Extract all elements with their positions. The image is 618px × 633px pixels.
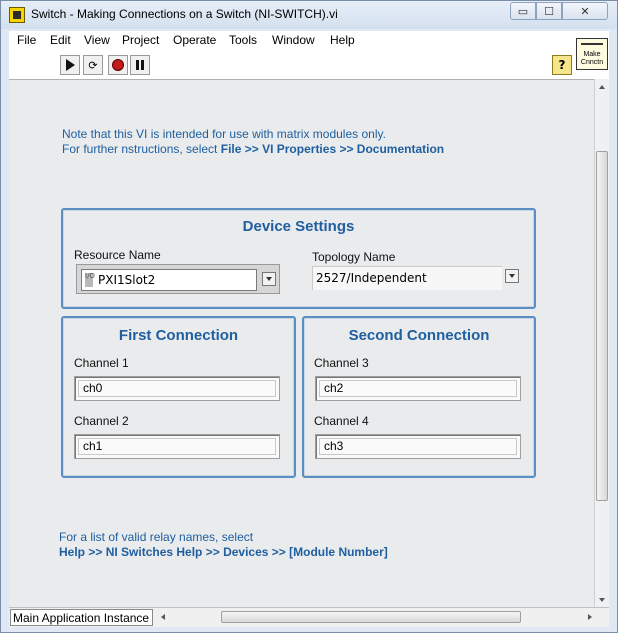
close-button[interactable] [562, 2, 608, 20]
io-name-icon: I/O [85, 273, 93, 287]
minimize-icon: ▭ [517, 4, 529, 18]
matrix-note-line1: Note that this VI is intended for use with matrix modules only. [62, 127, 386, 141]
menu-file[interactable]: File [17, 33, 37, 47]
context-help-button[interactable]: ? [552, 55, 572, 75]
matrix-note-prefix: For further nstructions, select [62, 142, 221, 156]
labview-vi-icon [9, 7, 25, 23]
channel4-field-border [319, 438, 517, 455]
horizontal-scroll-thumb[interactable] [221, 611, 521, 623]
channel1-field[interactable] [74, 376, 280, 401]
close-icon: ✕ [580, 4, 590, 18]
relay-names-note-line1: For a list of valid relay names, select [59, 530, 254, 544]
channel2-field-border [78, 438, 276, 455]
vi-connector-icon[interactable]: Make Cnnctn [576, 38, 608, 70]
relay-names-note-line2: Help >> NI Switches Help >> Devices >> [Module Number] [59, 545, 388, 559]
relay-names-note [59, 530, 388, 560]
channel3-field[interactable] [315, 376, 521, 401]
channel4-value: ch3 [324, 439, 344, 453]
channel3-field-border [319, 380, 517, 397]
channel2-field[interactable] [74, 434, 280, 459]
menu-window[interactable]: Window [272, 33, 315, 47]
front-panel [9, 79, 594, 608]
channel2-value: ch1 [83, 439, 103, 453]
scroll-right-icon[interactable] [588, 614, 592, 620]
resource-dropdown-button[interactable] [262, 272, 276, 286]
matrix-note-path: File >> VI Properties >> Documentation [220, 142, 445, 156]
scroll-up-icon[interactable] [599, 85, 605, 89]
resource-name-field[interactable] [81, 269, 257, 291]
status-bar [9, 607, 609, 627]
menu-help[interactable]: Help [330, 33, 355, 47]
window-title: Switch - Making Connections on a Switch (NI-SWITCH).vi [31, 7, 338, 21]
channel4-label: Channel 4 [314, 414, 369, 428]
run-continuously-button[interactable] [83, 55, 103, 75]
menu-project[interactable]: Project [122, 33, 160, 47]
channel2-label: Channel 2 [74, 414, 129, 428]
topology-dropdown-button[interactable] [505, 269, 519, 283]
channel1-label: Channel 1 [74, 356, 129, 370]
resource-name-value: PXI1Slot2 [98, 273, 156, 287]
topology-name-field[interactable]: 2527/Independent [312, 266, 502, 290]
abort-button[interactable] [108, 55, 128, 75]
pause-icon [136, 60, 144, 70]
topology-name-label: Topology Name [312, 250, 396, 264]
maximize-icon: ☐ [544, 4, 554, 18]
channel3-label: Channel 3 [314, 356, 369, 370]
toolbar [9, 51, 609, 79]
pause-button[interactable] [130, 55, 150, 75]
menu-view[interactable]: View [84, 33, 110, 47]
menu-operate[interactable]: Operate [173, 33, 217, 47]
menu-edit[interactable]: Edit [50, 33, 71, 47]
application-instance[interactable]: Main Application Instance [10, 609, 153, 626]
run-continuously-icon: ⟳ [88, 58, 98, 72]
resource-name-control[interactable] [76, 264, 280, 294]
channel1-value: ch0 [83, 381, 103, 395]
run-icon [66, 59, 75, 71]
scroll-down-icon[interactable] [599, 598, 605, 602]
horizontal-scrollbar[interactable] [159, 610, 594, 625]
channel4-field[interactable] [315, 434, 521, 459]
device-settings-title: Device Settings [242, 218, 355, 235]
vertical-scroll-thumb[interactable] [596, 151, 608, 501]
menu-bar [9, 31, 609, 51]
minimize-button[interactable] [510, 2, 536, 20]
channel3-value: ch2 [324, 381, 344, 395]
second-connection-group [302, 316, 536, 478]
abort-icon [112, 59, 124, 71]
title-bar[interactable] [1, 1, 617, 29]
menu-tools[interactable]: Tools [229, 33, 258, 47]
scroll-left-icon[interactable] [161, 614, 165, 620]
channel1-field-border [78, 380, 276, 397]
second-connection-title: Second Connection [348, 327, 490, 344]
maximize-button[interactable] [536, 2, 562, 20]
device-settings-group [61, 208, 536, 309]
resource-name-label: Resource Name [74, 248, 161, 262]
first-connection-title: First Connection [118, 327, 239, 344]
first-connection-group [61, 316, 296, 478]
matrix-note-line2 [62, 142, 444, 157]
vertical-scrollbar[interactable] [594, 79, 609, 608]
matrix-note [62, 127, 444, 157]
run-button[interactable] [60, 55, 80, 75]
